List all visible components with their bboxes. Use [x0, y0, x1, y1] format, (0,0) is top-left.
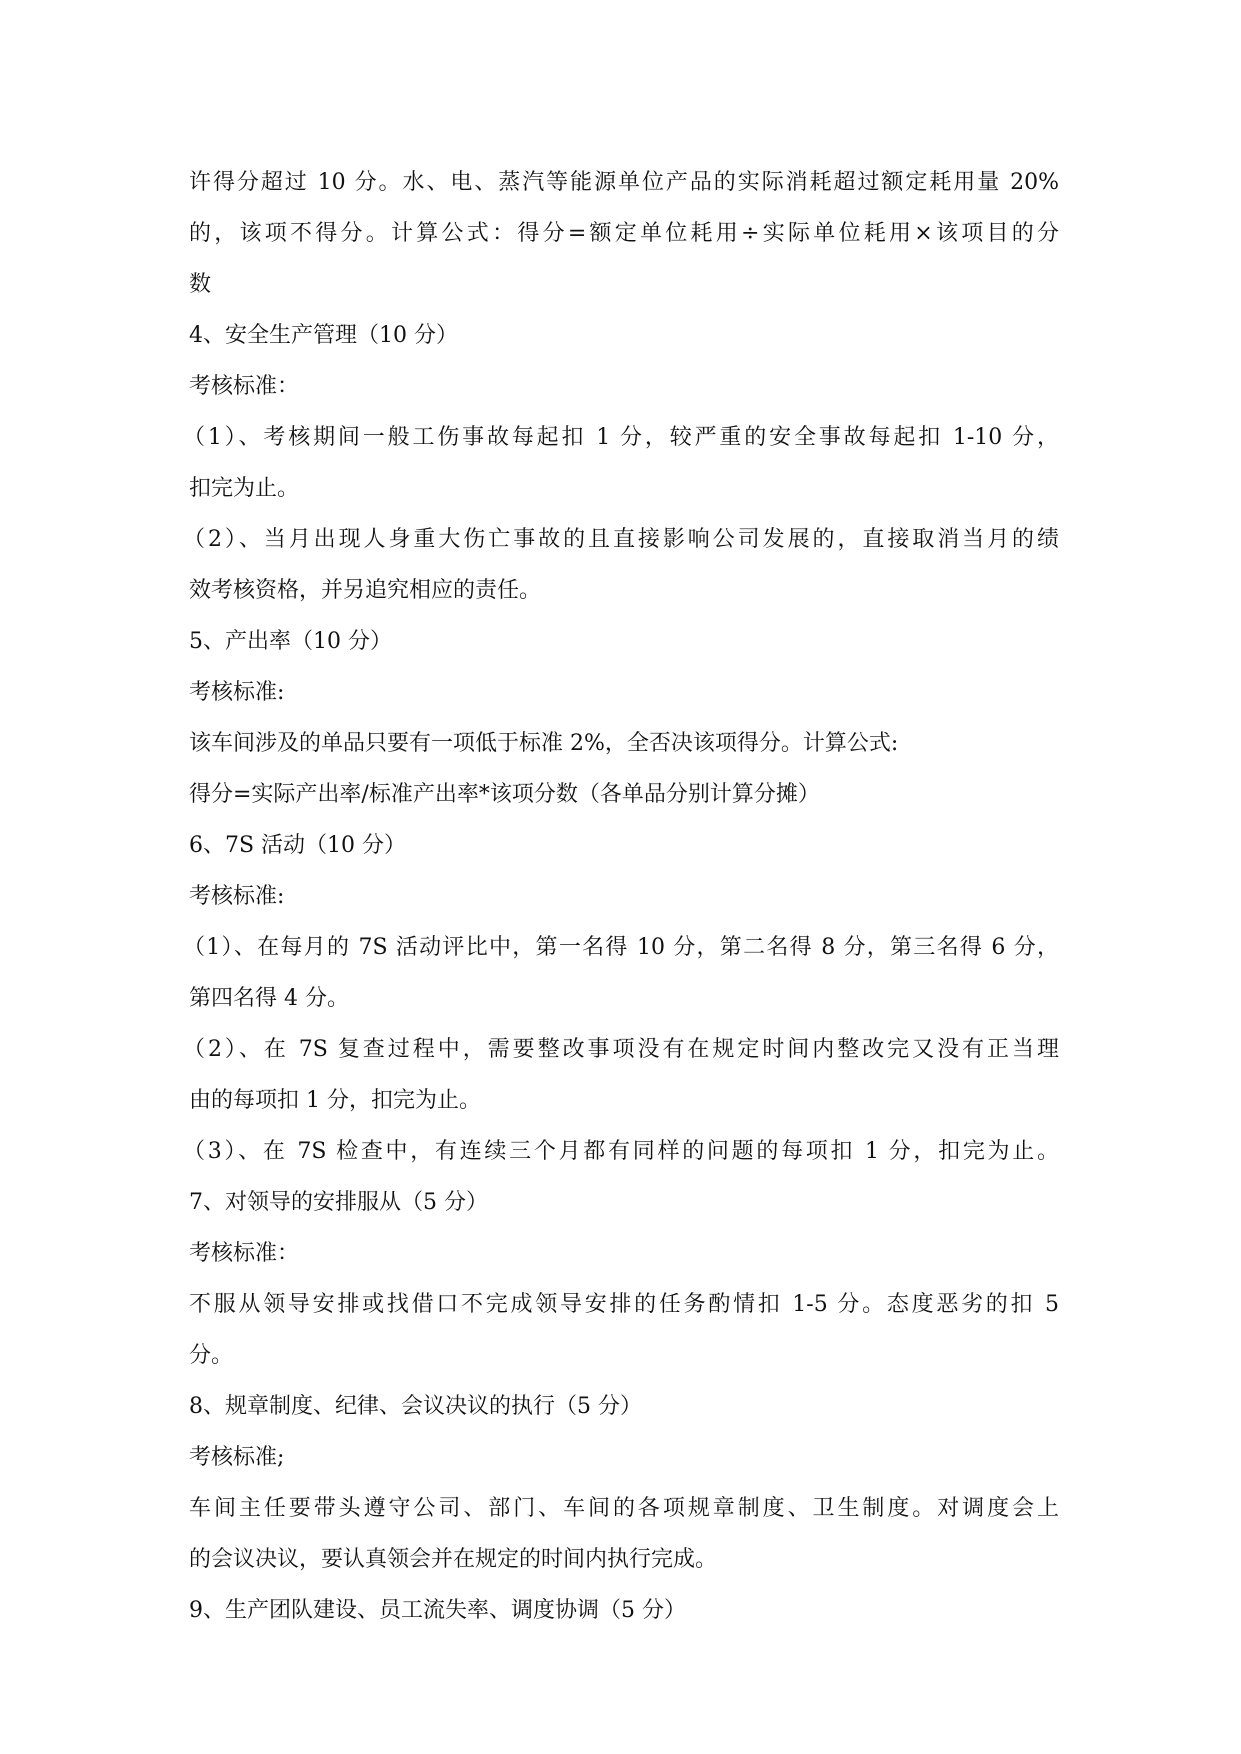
text-line: 效考核资格，并另追究相应的责任。 — [189, 578, 542, 603]
section-heading: 6、7S 活动（10 分） — [189, 833, 407, 858]
text-line: 车间主任要带头遵守公司、部门、车间的各项规章制度、卫生制度。对调度会上 — [189, 1496, 1059, 1521]
text-line: （2）、在 7S 复查过程中，需要整改事项没有在规定时间内整改完又没有正当理 — [183, 1037, 1059, 1062]
section-heading: 8、规章制度、纪律、会议决议的执行（5 分） — [189, 1394, 642, 1419]
text-line: 得分=实际产出率/标准产出率*该项分数（各单品分别计算分摊） — [189, 782, 820, 807]
text-line: （3）、在 7S 检查中，有连续三个月都有同样的问题的每项扣 1 分，扣完为止。 — [183, 1139, 1059, 1164]
text-line: 的，该项不得分。计算公式：得分=额定单位耗用÷实际单位耗用×该项目的分 — [189, 221, 1059, 246]
section-heading: 5、产出率（10 分） — [189, 629, 392, 654]
text-line: 第四名得 4 分。 — [189, 986, 349, 1011]
section-heading: 4、安全生产管理（10 分） — [189, 323, 458, 348]
text-line: 由的每项扣 1 分，扣完为止。 — [189, 1088, 481, 1113]
text-line: 许得分超过 10 分。水、电、蒸汽等能源单位产品的实际消耗超过额定耗用量 20% — [189, 170, 1059, 195]
criteria-label: 考核标准： — [189, 1241, 300, 1266]
criteria-label: 考核标准; — [189, 1445, 285, 1470]
text-line: （1）、在每月的 7S 活动评比中，第一名得 10 分，第二名得 8 分，第三名得 6 分， — [183, 935, 1059, 960]
document-body — [183, 157, 1059, 1636]
text-line: 分。 — [189, 1343, 234, 1368]
criteria-label: 考核标准: — [189, 680, 285, 705]
text-line: （2）、当月出现人身重大伤亡事故的且直接影响公司发展的，直接取消当月的绩 — [183, 527, 1059, 552]
text-line: 的会议决议，要认真领会并在规定的时间内执行完成。 — [189, 1547, 718, 1572]
section-heading: 7、对领导的安排服从（5 分） — [189, 1190, 488, 1215]
criteria-label: 考核标准: — [189, 884, 285, 909]
text-line: 不服从领导安排或找借口不完成领导安排的任务酌情扣 1-5 分。态度恶劣的扣 5 — [189, 1292, 1059, 1317]
text-line: 该车间涉及的单品只要有一项低于标准 2%，全否决该项得分。计算公式: — [189, 731, 899, 756]
section-heading: 9、生产团队建设、员工流失率、调度协调（5 分） — [189, 1598, 686, 1623]
text-line: （1）、考核期间一般工伤事故每起扣 1 分，较严重的安全事故每起扣 1-10 分， — [183, 425, 1059, 450]
criteria-label: 考核标准： — [189, 374, 300, 399]
text-line: 扣完为止。 — [189, 476, 300, 501]
text-line: 数 — [189, 272, 212, 297]
